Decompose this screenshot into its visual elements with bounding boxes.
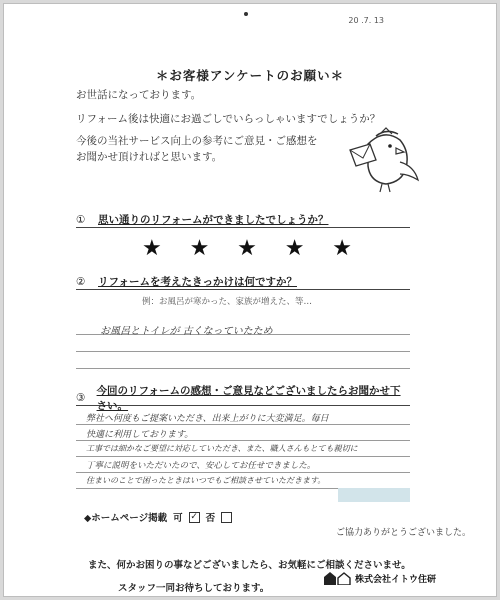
company-logo <box>322 571 436 585</box>
thanks-message: ご協力ありがとうございました。 <box>336 528 472 538</box>
rating-star-2[interactable]: ★ <box>189 236 210 261</box>
answer-line <box>76 472 410 473</box>
question-1-text: 思い通りのリフォームができましたでしょうか？ <box>98 214 329 226</box>
question-3-answer-line-1[interactable]: 弊社へ何度もご提案いただき、出来上がりに大変満足。毎日 <box>86 414 329 424</box>
answer-line <box>76 440 410 441</box>
answer-line <box>76 424 410 425</box>
question-3-answer-line-3[interactable]: 工事では細かなご要望に対応していただき、また、職人さんもとても親切に <box>86 444 358 453</box>
homepage-option-no: 否 <box>205 513 216 524</box>
survey-sheet <box>3 3 497 597</box>
question-2-example: 例：お風呂が寒かった、家族が増えた、等… <box>142 297 313 307</box>
intro-line-4: お聞かせ頂ければと思います。 <box>76 151 223 163</box>
house-logo-icon <box>322 571 352 585</box>
homepage-label: ◆ホームページ掲載 <box>84 513 168 524</box>
question-1-number: ① <box>76 213 86 226</box>
company-name: 株式会社イトウ住研 <box>355 575 437 585</box>
rating-star-5[interactable]: ★ <box>332 236 352 261</box>
question-3-number: ③ <box>76 391 86 404</box>
redacted-block <box>338 488 410 502</box>
question-1-heading <box>76 212 410 228</box>
homepage-option-yes: 可 <box>173 513 183 524</box>
date: 20 .7. 13 <box>348 16 384 25</box>
footer-line-2: スタッフ一同お待ちしております。 <box>118 583 270 594</box>
question-2-answer[interactable]: お風呂とトイレが 古くなっていたため <box>100 326 273 337</box>
homepage-no-checkbox[interactable] <box>221 512 232 523</box>
answer-line <box>76 456 410 457</box>
intro-line-1: お世話になっております。 <box>76 89 202 101</box>
rating-stars <box>142 238 352 260</box>
punch-mark <box>244 12 248 16</box>
question-3-answer-line-4[interactable]: 丁寧に説明をいただいたので、安心してお任せできました。 <box>86 461 316 471</box>
question-2-text: リフォームを考えたきっかけは何ですか？ <box>98 276 297 288</box>
bird-mascot-icon <box>346 122 422 194</box>
intro-line-2: リフォーム後は快適にお過ごしでいらっしゃいますでしょうか？ <box>76 113 381 125</box>
homepage-yes-checkbox[interactable]: ✓ <box>190 511 198 522</box>
page-title: ＊お客様アンケートのお願い＊ <box>155 68 345 83</box>
question-3-answer-line-2[interactable]: 快適に利用しております。 <box>86 430 194 440</box>
question-3-text: 今回のリフォームの感想・ご意見などございましたらお聞かせ下さい。 <box>96 384 401 412</box>
answer-line <box>76 351 410 352</box>
rating-star-4[interactable]: ★ <box>284 236 305 261</box>
question-2-number: ② <box>76 275 86 288</box>
question-3-answer-line-5[interactable]: 住まいのことで困ったときはいつでもご相談させていただきます。 <box>86 476 326 485</box>
rating-star-1[interactable]: ★ <box>142 236 162 261</box>
intro-line-3: 今後の当社サービス向上の参考にご意見・ご感想を <box>76 135 318 147</box>
footer-line-1: また、何かお困りの事などございましたら、お気軽にご相談くださいませ。 <box>88 560 411 571</box>
homepage-consent <box>84 510 232 524</box>
answer-line <box>76 368 410 369</box>
question-2-heading <box>76 274 410 290</box>
question-3-heading <box>76 384 410 412</box>
rating-star-3[interactable]: ★ <box>237 236 257 261</box>
